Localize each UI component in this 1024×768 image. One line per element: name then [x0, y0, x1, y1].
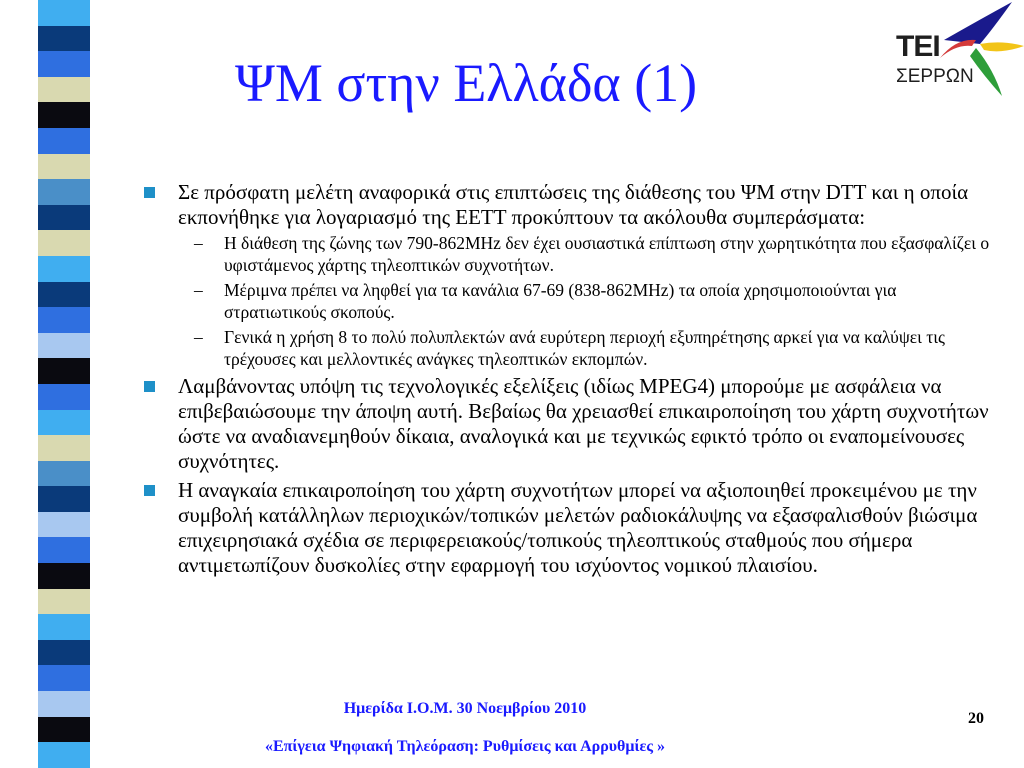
sub-item-text: Μέριμνα πρέπει να ληφθεί για τα κανάλια 67-69 (838-862MHz) τα οποία χρησιμοποιούνται για στρατιωτικούς σκοπούς. — [224, 280, 897, 322]
bullet-item — [140, 180, 990, 370]
strip-block — [38, 102, 90, 128]
strip-block — [38, 512, 90, 538]
strip-block — [38, 256, 90, 282]
strip-block — [38, 333, 90, 359]
logo-text-serron: ΣΕΡΡΩΝ — [896, 66, 974, 87]
strip-block — [38, 77, 90, 103]
strip-block — [38, 154, 90, 180]
strip-block — [38, 307, 90, 333]
strip-block — [38, 179, 90, 205]
strip-block — [38, 0, 90, 26]
square-bullet-icon — [144, 187, 155, 198]
sub-item-text: Η διάθεση της ζώνης των 790-862MHz δεν έχει ουσιαστικά επίπτωση στην χωρητικότητα που εξασφαλίζει ο υφιστάμενος χάρτης τηλεοπτικών συχνοτήτων. — [224, 233, 990, 275]
sub-item — [178, 279, 990, 323]
decorative-strip — [38, 0, 90, 768]
sub-item — [178, 326, 990, 370]
dash-marker: – — [194, 280, 203, 300]
slide-content — [140, 180, 990, 582]
strip-block — [38, 614, 90, 640]
dash-marker: – — [194, 233, 203, 253]
bullet-item — [140, 478, 990, 578]
strip-block — [38, 461, 90, 487]
dash-marker: – — [194, 327, 203, 347]
square-bullet-icon — [144, 381, 155, 392]
strip-block — [38, 205, 90, 231]
strip-block — [38, 486, 90, 512]
footer-event: Ημερίδα Ι.Ο.Μ. 30 Νοεμβρίου 2010 — [343, 700, 587, 717]
square-bullet-icon — [144, 485, 155, 496]
bullet-text: Λαμβάνοντας υπόψη τις τεχνολογικές εξελίξεις (ιδίως MPEG4) μπορούμε με ασφάλεια να επιβεβαιώσουμε την άποψη αυτή. Βεβαίως θα χρειασθεί επικαιροποίηση του χάρτη συχνοτήτων ώστε να αναδιανεμηθούν δίκαια, αναλογικά και με τεχνικώς εφικτό τρόπο οι εναπομείνουσες συχνότητες. — [178, 374, 989, 473]
strip-block — [38, 410, 90, 436]
strip-block — [38, 665, 90, 691]
bullet-item — [140, 374, 990, 474]
logo-text-tei: TEI — [896, 30, 940, 63]
strip-block — [38, 640, 90, 666]
strip-block — [38, 358, 90, 384]
page-number: 20 — [968, 710, 984, 727]
strip-block — [38, 230, 90, 256]
sub-item — [178, 232, 990, 276]
bullet-text: Η αναγκαία επικαιροποίηση του χάρτη συχνοτήτων μπορεί να αξιοποιηθεί προκειμένου με την συμβολή κατάλληλων περιοχικών/τοπικών μελετών ραδιοκάλυψης να εξασφαλισθούν βιώσιμα επιχειρησιακά σχέδια σε περιφερειακούς/τοπικούς τηλεοπτικούς σταθμούς που σήμερα αντιμετωπίζουν δυσκολίες στην εφαρμογή του ισχύοντος νομικού πλαισίου. — [178, 478, 978, 577]
strip-block — [38, 435, 90, 461]
sub-item-text: Γενικά η χρήση 8 το πολύ πολυπλεκτών ανά ευρύτερη περιοχή εξυπηρέτησης αρκεί για να καλύψει τις τρέχουσες και μελλοντικές ανάγκες τηλεοπτικών εκπομπών. — [224, 327, 945, 369]
sub-list — [178, 232, 990, 370]
strip-block — [38, 51, 90, 77]
strip-block — [38, 537, 90, 563]
strip-block — [38, 563, 90, 589]
footer-subtitle: «Επίγεια Ψηφιακή Τηλεόραση: Ρυθμίσεις και Αρρυθμίες » — [264, 738, 666, 755]
slide-title: ΨΜ στην Ελλάδα (1) — [235, 53, 698, 113]
strip-block — [38, 589, 90, 615]
strip-block — [38, 26, 90, 52]
strip-block — [38, 384, 90, 410]
bullet-text: Σε πρόσφατη μελέτη αναφορικά στις επιπτώσεις της διάθεσης του ΨΜ στην DTT και η οποία εκπονήθηκε για λογαριασμό της ΕΕΤΤ προκύπτουν τα ακόλουθα συμπεράσματα: — [178, 180, 969, 229]
strip-block — [38, 282, 90, 308]
strip-block — [38, 128, 90, 154]
